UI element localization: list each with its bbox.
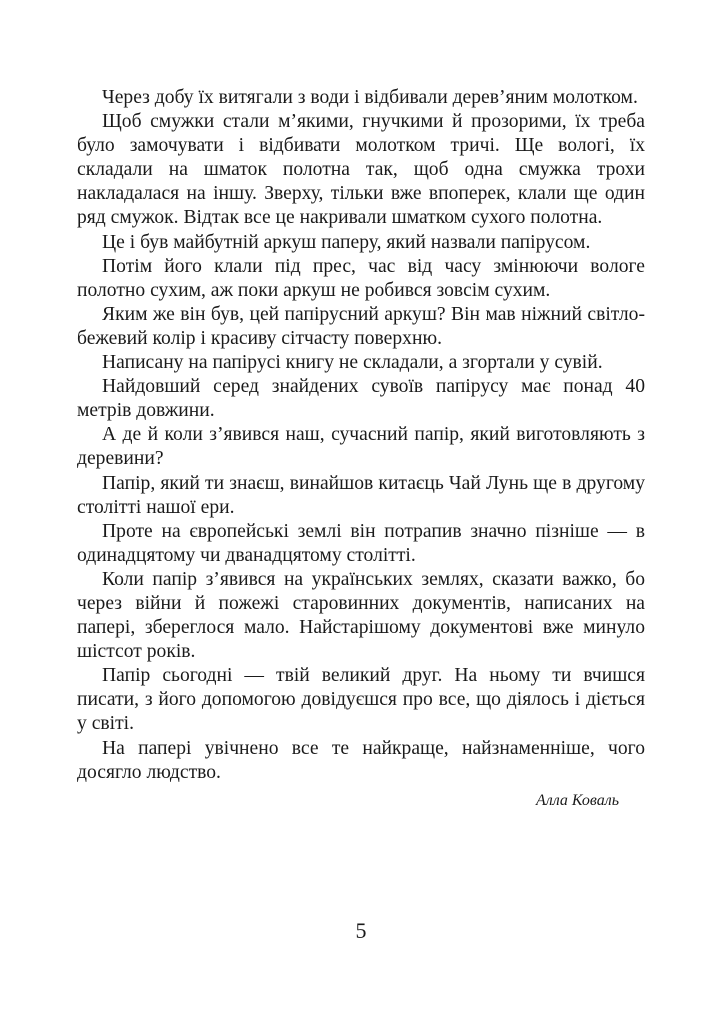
paragraph: Проте на європейські землі він потрапив значно пізніше — в одинадцятому чи дванадцятому столітті. — [77, 520, 645, 566]
paragraph: Яким же він був, цей папірусний аркуш? Він мав ніжний світло-бежевий колір і красиву сітчасту поверхню. — [77, 303, 645, 349]
paragraph: Папір, який ти знаєш, винайшов китаєць Чай Лунь ще в другому столітті нашої ери. — [77, 472, 645, 518]
paragraph: А де й коли з’явився наш, сучасний папір, який виготовляють з деревини? — [77, 424, 645, 470]
paragraph: Коли папір з’явився на українських землях, сказати важко, бо через війни й пожежі старовинних документів, написаних на папері, збереглося мало. Найстарішому документові вже минуло шістсот років. — [77, 568, 645, 663]
text-block — [77, 86, 645, 811]
paragraph: Найдовший серед знайдених сувоїв папірусу має понад 40 метрів довжини. — [77, 376, 645, 422]
page-number: 5 — [355, 918, 367, 943]
paragraph: Через добу їх витягали з води і відбивали дерев’яним молотком. — [102, 87, 638, 108]
paragraph: На папері увічнено все те найкраще, найзнаменніше, чого досягло людство. — [77, 737, 645, 783]
paragraph: Написану на папірусі книгу не складали, а згортали у сувій. — [102, 352, 603, 374]
paragraph: Папір сьогодні — твій великий друг. На ньому ти вчишся писати, з його допомогою довідуєшся про все, що діялось і діється у світі. — [77, 665, 645, 735]
paragraph: Щоб смужки стали м’якими, гнучкими й прозорими, їх треба було замочувати і відбивати молотком тричі. Ще вологі, їх складали на шматок полотна так, щоб одна смужка трохи накладалася на іншу. Зверху, тільки вже впоперек, клали ще один ряд смужок. Відтак все це накривали шматком сухого полотна. — [77, 111, 645, 229]
paragraph: Це і був майбутній аркуш паперу, який назвали папірусом. — [102, 231, 591, 253]
author-signature: Алла Коваль — [535, 791, 619, 809]
paragraph: Потім його клали під прес, час від часу змінюючи вологе полотно сухим, аж поки аркуш не робився зовсім сухим. — [77, 255, 645, 301]
